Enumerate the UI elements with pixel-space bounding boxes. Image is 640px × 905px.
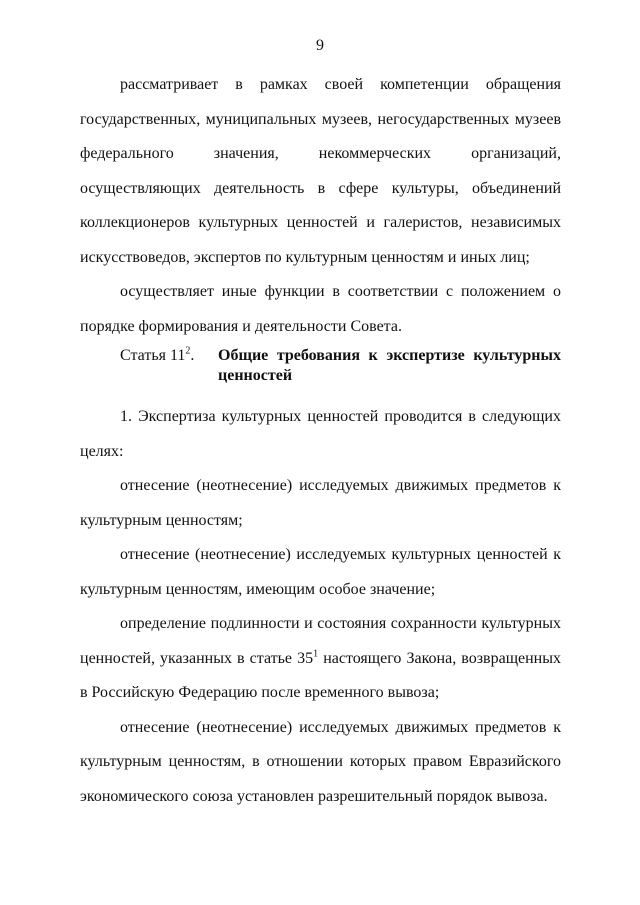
document-body	[80, 68, 561, 814]
article-label: Статья $11^2$.	[120, 345, 195, 364]
paragraph-consideration: рассматривает в рамках своей компетенции обращения государственных, муниципальных музеев, негосударственных музеев федерального значения, некоммерческих организаций, осуществляющих деятельность в сфере культуры, объединений коллекционеров культурных ценностей и галеристов, независимых искусствоведов, экспертов по культурным ценностям и иных лиц;	[80, 76, 561, 266]
paragraph-movable-objects: отнесение (неотнесение) исследуемых движимых предметов к культурным ценностям;	[80, 477, 561, 529]
article-label-sup: 2	[185, 345, 191, 357]
paragraph-authenticity: определение подлинности и состояния сохранности культурных ценностей, указанных в статье $35^1$ настоящего Закона, возвращенных в Российскую Федерацию после временного вывоза;	[80, 615, 561, 701]
article-heading	[80, 346, 561, 386]
page-number: 9	[316, 37, 324, 54]
article-title: Общие требования к экспертизе культурных ценностей	[218, 347, 561, 384]
paragraph-expertise-purposes: 1. Экспертиза культурных ценностей проводится в следующих целях:	[80, 408, 561, 460]
paragraph-other-functions: осуществляет иные функции в соответствии с положением о порядке формирования и деятельности Совета.	[80, 283, 561, 335]
paragraph-eaeu-export: отнесение (неотнесение) исследуемых движимых предметов к культурным ценностям, в отношении которых правом Евразийского экономического союза установлен разрешительный порядок вывоза.	[80, 718, 561, 805]
article-ref-sup: 1	[313, 648, 319, 660]
paragraph-special-value: отнесение (неотнесение) исследуемых культурных ценностей к культурным ценностям, имеющим особое значение;	[80, 546, 561, 598]
